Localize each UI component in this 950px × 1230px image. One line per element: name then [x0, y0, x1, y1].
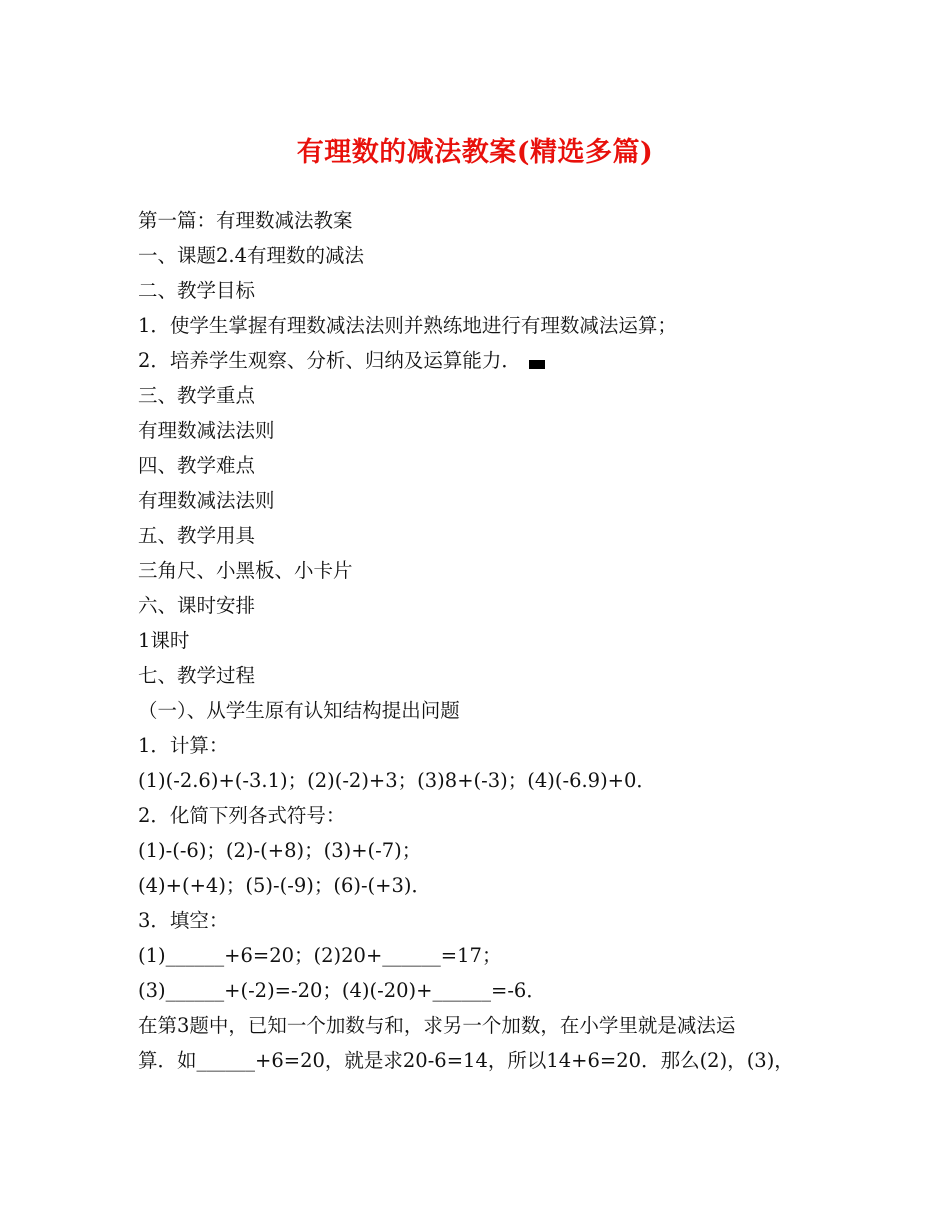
text-line: （一）、从学生原有认知结构提出问题: [138, 699, 460, 722]
text-line: (1)______+6=20；(2)20+______=17；: [138, 944, 502, 967]
text-line: 有理数减法法则: [138, 419, 275, 442]
text-line: 2．化简下列各式符号：: [138, 804, 346, 827]
text-line: 在第3题中，已知一个加数与和，求另一个加数，在小学里就是减法运: [138, 1014, 736, 1037]
section-heading: 第一篇：有理数减法教案: [138, 209, 353, 232]
text-line: 1．计算：: [138, 734, 229, 757]
text-line: 三角尺、小黑板、小卡片: [138, 559, 353, 582]
text-line: 四、教学难点: [138, 454, 256, 477]
text-line: (1)-(-6)；(2)-(+8)；(3)+(-7)；: [138, 839, 422, 862]
text-line: 一、课题2.4有理数的减法: [138, 244, 365, 267]
text-line: (4)+(+4)；(5)-(-9)；(6)-(+3)．: [138, 874, 432, 897]
text-line: [138, 343, 818, 378]
text-line: 1课时: [138, 629, 190, 652]
text-line: 五、教学用具: [138, 524, 256, 547]
document-title: 有理数的减法教案(精选多篇): [296, 137, 654, 168]
text-line: 七、教学过程: [138, 664, 256, 687]
text-line: (3)______+(-2)=-20；(4)(-20)+______=-6．: [138, 979, 546, 1002]
margin-mark-icon: [529, 360, 545, 369]
text-line: 三、教学重点: [138, 384, 256, 407]
text-line: 有理数减法法则: [138, 489, 275, 512]
text-line: 3．填空：: [138, 909, 229, 932]
text-line: 1．使学生掌握有理数减法法则并熟练地进行有理数减法运算；: [138, 314, 677, 337]
text-line-content: 2．培养学生观察、分析、归纳及运算能力．: [138, 349, 521, 372]
text-line: 算．如______+6=20，就是求20-6=14，所以14+6=20．那么(2)，(3)，: [138, 1049, 794, 1072]
text-line: 六、课时安排: [138, 594, 256, 617]
text-line: (1)(-2.6)+(-3.1)；(2)(-2)+3；(3)8+(-3)；(4)(-6.9)+0．: [138, 769, 656, 792]
document-body: [138, 203, 818, 1078]
text-line: 二、教学目标: [138, 279, 256, 302]
